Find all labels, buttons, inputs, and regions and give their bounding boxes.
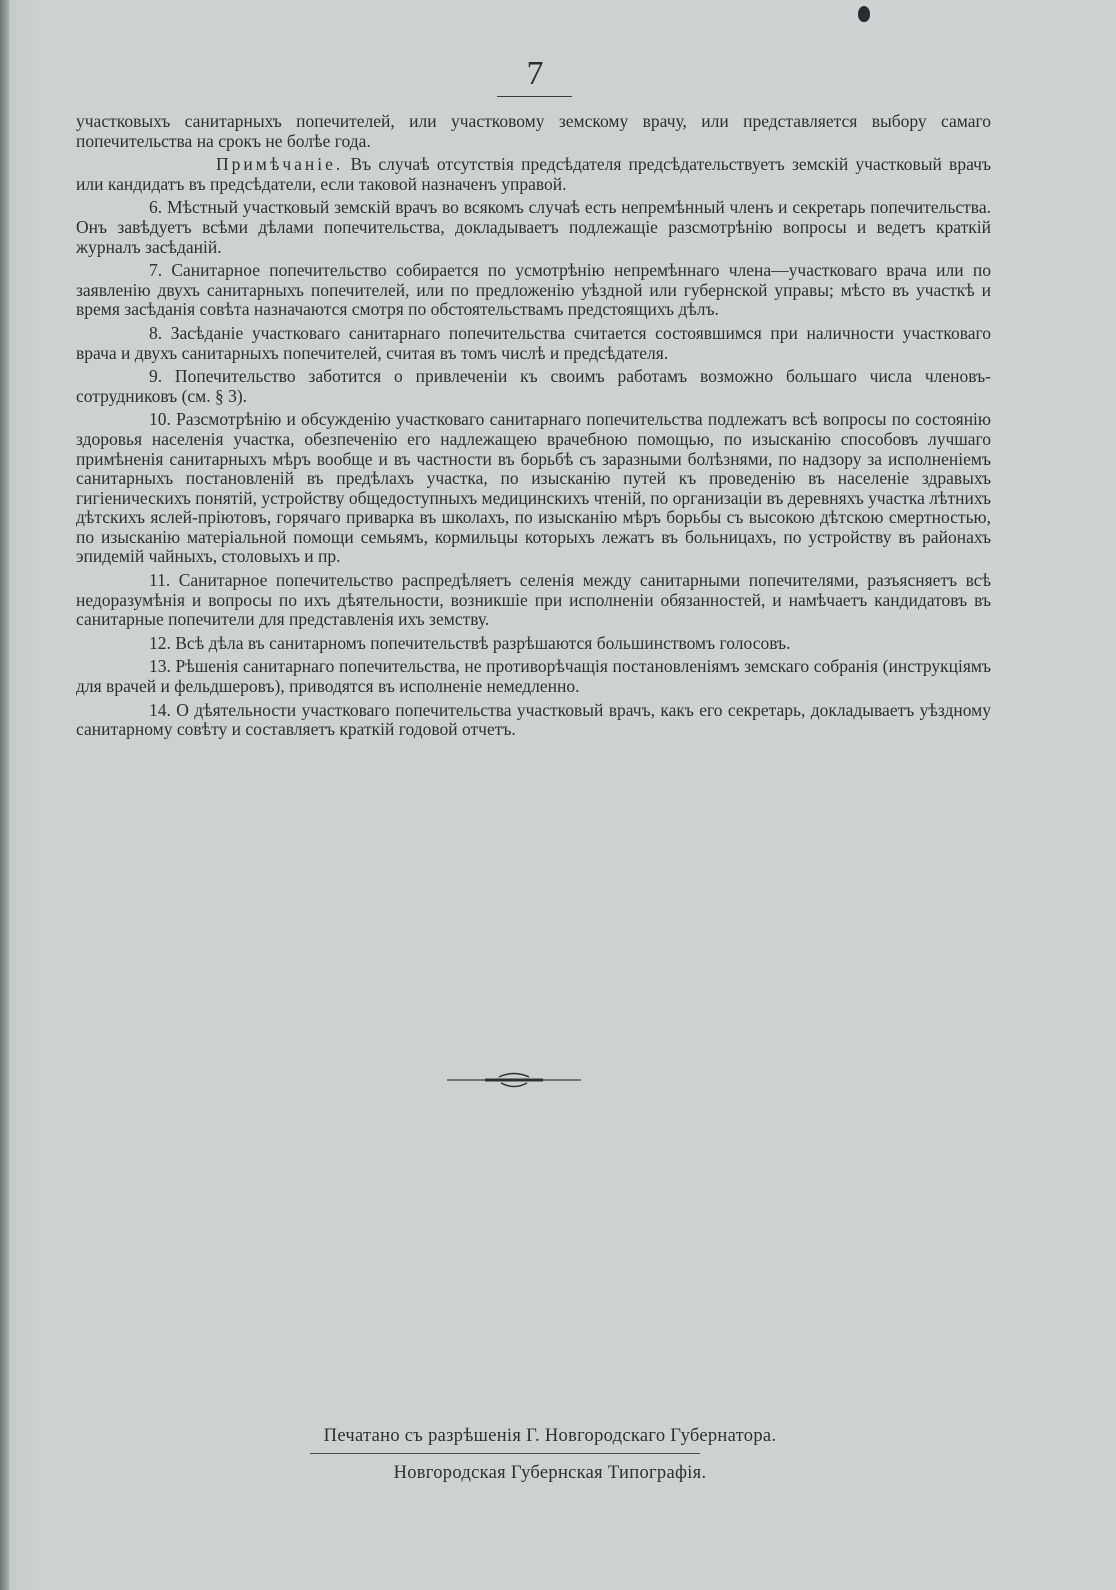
imprint-permission: Печатано съ разрѣшенія Г. Новгородскаго Губернатора. (323, 1426, 777, 1446)
paragraph-9: 9. Попечительство заботится о привлеченіи къ своимъ работамъ возможно большаго числа членовъ-сотрудниковъ (см. § 3). (76, 366, 991, 406)
paragraph-continuation: участковыхъ санитарныхъ попечителей, или участковому земскому врачу, или представляется выбору самаго попечительства на срокъ не болѣе года. (76, 111, 991, 151)
paragraph-11: 11. Санитарное попечительство распредѣляетъ селенія между санитарными попечителями, разъясняетъ всѣ недоразумѣнія и вопросы по ихъ дѣятельности, возникшіе при исполненіи обязанностей, и намѣчаетъ кандидатовъ въ санитарные попечители для представленія ихъ земству. (76, 570, 991, 630)
paragraph-14: 14. О дѣятельности участковаго попечительства участковый врачъ, какъ его секретарь, докладываетъ уѣздному санитарному совѣту и составляетъ краткій годовой отчетъ. (76, 699, 991, 740)
page-number: 7 (526, 55, 544, 92)
note-label: Примѣчаніе. (216, 154, 344, 175)
note-text: Въ случаѣ отсутствія предсѣдателя предсѣдательствуетъ земскій участковый врачъ или кандидатъ въ предсѣдатели, если таковой назначенъ управой. (76, 154, 991, 194)
ornament-divider-icon (447, 1068, 581, 1092)
paragraph-8: 8. Засѣданіе участковаго санитарнаго попечительства считается состоявшимся при наличности участковаго врача и двухъ санитарныхъ попечителей, считая въ томъ числѣ и предсѣдателя. (76, 322, 991, 363)
paragraph-7: 7. Санитарное попечительство собирается по усмотрѣнію непремѣннаго члена—участковаго врача или по заявленію двухъ санитарныхъ попечителей, или по предложенію уѣздной или губернской управы; мѣсто въ участкѣ и время засѣданія совѣта назначаются смотря по обстоятельствамъ предстоящихъ дѣлъ. (76, 260, 991, 320)
paragraph-13: 13. Рѣшенія санитарнаго попечительства, не противорѣчащія постановленіямъ земскаго собранія (инструкціямъ для врачей и фельдшеровъ), приводятся въ исполненіе немедленно. (76, 656, 991, 697)
page-binding-edge (0, 0, 9, 1590)
paragraph-note (76, 155, 991, 194)
paragraph-12: 12. Всѣ дѣла въ санитарномъ попечительствѣ разрѣшаются большинствомъ голосовъ. (149, 632, 791, 653)
body-text (76, 112, 991, 744)
page-number-underline (497, 96, 572, 97)
paragraph-6: 6. Мѣстный участковый земскій врачъ во всякомъ случаѣ есть непремѣнный членъ и секретарь попечительства. Онъ завѣдуетъ всѣми дѣлами попечительства, докладываетъ подлежащіе разсмотрѣнію вопросы и ведетъ краткій журналъ засѣданій. (76, 197, 991, 257)
imprint-printer: Новгородская Губернская Типографія. (393, 1463, 707, 1483)
paragraph-10: 10. Разсмотрѣнію и обсужденію участковаго санитарнаго попечительства подлежатъ всѣ вопросы по состоянію здоровья населенія участка, обезпеченію его надлежащею врачебною помощью, по изысканію способовъ лучшаго примѣненія санитарныхъ мѣръ вообще и въ частности въ борьбѣ съ заразными болѣзнями, по надзору за исполненіемъ санитарныхъ постановленій въ предѣлахъ участка, по изысканію путей къ проведенію въ населеніе здравыхъ гигіеническихъ понятій, устройству общедоступныхъ медицинскихъ чтеній, по организаціи въ деревняхъ участка лѣтнихъ дѣтскихъ яслей-пріютовъ, горячаго приварка въ школахъ, по изысканію мѣръ борьбы съ высокою дѣтскою смертностью, по изысканію матеріальной помощи семьямъ, кормильцы которыхъ лежатъ въ больницахъ, по устройству въ районахъ эпидемій чайныхъ, столовыхъ и пр. (76, 409, 991, 567)
imprint-rule (310, 1453, 700, 1454)
ink-blot (858, 6, 870, 22)
